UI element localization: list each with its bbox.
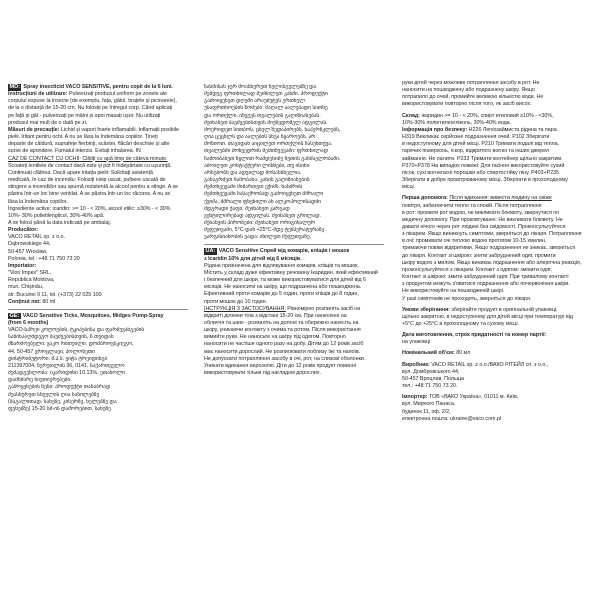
md-content-heading: Conținut net: (8, 298, 41, 305)
md-importer-heading: Importator: (8, 262, 37, 269)
md-producer-line: 50-457 Wrocław, (8, 248, 48, 255)
md-safety-heading: Măsuri de precauție: (8, 126, 60, 133)
ge-body-line: გამოყენების წესი: პროდუქტი თანაბრად (8, 384, 111, 391)
ua-hazard-line: місці. (402, 184, 416, 191)
ge-body-line: და ორთქლი. იწვევს თვალების გაღიზიანებას. (204, 112, 321, 119)
ua-first-aid-line: проконсультуйтеся з лікарем. Контакт з одягом: змінити одяг. (402, 266, 552, 273)
ua-instructions-line: Не допускати потрапляння засобу в очі, рот, на слизові оболонки. (204, 355, 366, 362)
md-safety-line: surse de aprindere. Fumatul interzis. Evitați inhalarea. ÎN (8, 148, 141, 155)
md-importer-line: Republica Moldova, (8, 277, 55, 284)
ge-body-line: ვენტილირებად ადგილას. შეინახეთ გრილად. (204, 212, 321, 219)
ua-intro-line: Ефективний проти комарів до 5 годин, проти кліщів до 8 годин, (204, 291, 359, 298)
ua-top-line: використовувати повторно після того, як засіб висох. (402, 101, 532, 108)
md-instructions-line: corpului expuse la insecte (de exemplu, fața, gâtul, brațele și picioarele), (8, 98, 177, 105)
md-safety-line: medicală. În caz de incendiu: Folosiți nisip uscat, pulbere uscată de (8, 177, 166, 184)
ge-body-line: დისტრიბუტორი: შ.პ.ს. ვიტა ტრეიდინგი (8, 355, 108, 362)
ua-instructions-line: Рівномірно розпиліть засіб на (287, 305, 361, 312)
ua-importer-heading: Імпортер: (402, 394, 428, 401)
ua-first-aid-line: Після вдихання: вивести людину на свіже (449, 195, 552, 202)
ge-section-continued (204, 84, 384, 241)
md-safety-line: lăsa la îndemâna copiilor. (8, 198, 68, 205)
ua-composition-line: 10%-30% поліетиленгліколь, 30%-40% вода. (402, 119, 512, 126)
ge-body-line: შეასხურეთ სხეულის ღია ნაწილებზე (8, 391, 100, 398)
md-safety-line: CAZ DE CONTACT CU OCHII: Clătiți cu apă timp de câteva minute. (8, 155, 168, 162)
ua-first-aid-line: давати нічого через рот людині без свідомості. Проконсультуйтеся (402, 223, 566, 230)
ge-body-line: გამოიყენეთ დღეში არაუმეტეს ერთხელ. (204, 98, 307, 105)
md-composition-line: A se folosi până la data indicată pe ambalaj. (8, 219, 111, 226)
md-producer-line: Dąbrowskiego 44, (8, 241, 51, 248)
ge-body-line: მდგრადი ქაფი. შეინახეთ კარგად (204, 205, 290, 212)
ua-storage-line: зберігайте продукт в оригінальній упаковці, (451, 306, 558, 313)
ge-body-line: ღია ცეცხლს და აალების სხვა წყაროებს. არ (204, 134, 316, 141)
ua-manufacturer-line: VACO RETAIL sp. z o.o./ВАКО РІТЕЙЛ сп. з о.о., (431, 361, 549, 368)
ua-storage-line: +5°C до +25°C в прохолодному та сухому місці. (402, 321, 519, 327)
md-safety-line: departe de căldură, suprafețe fierbinți, scântei, flăcări deschise și alte (8, 141, 170, 148)
ua-first-aid-line: з лікарем. Якщо виникнуть симптоми, зверніться до лікаря. Потрапляння (402, 231, 582, 238)
md-safety-line: păstra într-un loc bine ventilat. A se păstra într-un loc răcoros. A nu se (8, 191, 171, 198)
ua-intro-line: проти мошок до 10 годин. (204, 298, 267, 305)
ua-title: з Icaridin 10% для дітей від 6 місяців. (204, 255, 302, 262)
md-instructions-line: pe față și gât - pulverizați pe mâini și apoi masați ușor. Nu utilizați (8, 112, 161, 119)
md-lang-tag: MD: (9, 84, 20, 90)
ua-dates-heading: Дата виготовлення, строк придатності та номер партії: (402, 332, 547, 339)
ua-dates-value: на упаковці (402, 339, 431, 346)
md-importer-line: "Viori Impex" SRL, (8, 270, 52, 277)
ua-instructions-line: використовувати тільки під наглядом дорослих. (204, 370, 321, 377)
ua-volume-value: 80 мл (456, 350, 471, 357)
ua-composition-heading: Склад: (402, 112, 420, 119)
ua-intro-line: Рідина призначена для відлякування комарів, кліщів та мошок. (204, 262, 359, 269)
ge-body-line: განაგრძეთ ჩამობანა. კანის გაღიზიანების (204, 177, 310, 184)
ua-section (204, 248, 384, 377)
ua-intro-line: місяців. Не наносити на шкіру, що подразнена або пошкоджена. (204, 284, 362, 291)
ua-instructions-line: наносити не частіше одного разу на добу. Дітям до 12 років засіб (204, 341, 364, 348)
md-composition-line: 10%- 30% polietilenglicol, 30%-40% apă. (8, 212, 105, 219)
ua-intro-line: і безпечний для шкіри, та може використовуватися для дітей від 6 (204, 277, 366, 284)
section-divider (204, 244, 384, 245)
md-producer-line: Polonia, tel.: +48 71 750 73 20 (8, 255, 80, 262)
ua-hazard-line: в недоступному для дітей місці. P210 Тримати подалі від тепла, (402, 141, 559, 148)
md-safety-line: Continuați clătirea. Dacă apare iritația pielii: Solicitați asistență (8, 169, 153, 176)
md-safety-line: Scoateți lentilele de contact dacă este și pot fi îndepărtate cu ușurință. (8, 162, 172, 169)
ge-section (8, 313, 188, 413)
ge-title: VACO Sensitive Ticks, Mosquitoes, Midges Pump-Spray (22, 312, 164, 319)
ua-first-aid-line: тримаючи повіки відкритими. Якщо подразнення не зникає, зверніться (402, 245, 576, 252)
ua-top-line: потрапило до очей, промийте великою кількістю води. Не (402, 94, 544, 101)
md-content-value: 80 ml (42, 298, 56, 305)
ua-importer-line: будинок 11, оф. 2/2, (402, 408, 451, 415)
ua-instructions-line: шкіру, уникаючи контакту з очима та ротом. Після використання (204, 327, 361, 334)
ua-composition-line: ікаридин >= 10 - < 20%, спирт етиловий ≥10% - <30%, (421, 112, 554, 119)
ua-first-aid-line: до лікаря. Контакт зі шкірою: зняти забруднений одяг, промити (402, 252, 556, 259)
column-1 (8, 84, 188, 413)
ua-hazard-line: пісок, сухі вогнегасні порошки або спиртостійку піну. P403+P235 (402, 169, 559, 176)
ua-manufacturer-line: тел.: +48 71 750 73 20. (402, 383, 458, 390)
ge-title: (from 6 months) (8, 320, 49, 326)
ge-body-line: ქვიშა, მშრალი ფხვნილი ან ალკოჰოლისადმი (204, 198, 321, 205)
md-safety-line: Lichid și vapori foarte inflamabili. Inflamații posibile (60, 126, 179, 133)
ua-first-aid-line: з продуктом можуть з'явитися подразнення або почервоніння шкіри. (402, 281, 570, 288)
ua-top-line: руки дітей через можливе потрапляння засобу в рот. Не (402, 80, 540, 86)
md-section (8, 84, 188, 306)
ge-body-line: მწარმოებელი: ვაკო რითეილი, დომბროვსკიეგო, (8, 341, 134, 348)
ge-body-line: შემთხვევაში ჩასაქრობად გამოიყენეთ მშრალი (204, 191, 324, 198)
ge-body-line: საწინააღმდეგო ბავშვებისთვის, 6 თვიდან (8, 334, 114, 341)
ua-instructions-line: має наносити дорослий. Не розпилювати поблизу їжі та напоїв. (204, 348, 361, 355)
md-title: Spray insecticid VACO SENSITIVE, pentru copii de la 6 luni. (23, 84, 173, 90)
ua-lang-tag: UA: (205, 248, 216, 255)
md-instructions-heading: Instrucțiuni de utilizare: (8, 91, 68, 98)
md-instructions-line: produsul mai mult de o dată pe zi. (8, 119, 88, 126)
md-importer-line: str. Bucuriei 9 11, tel. (+373) 22 025 100 (8, 291, 102, 298)
ua-hazard-line: Зберігати в добре провітрюваному місці. Зберігати в прохолодному (402, 177, 568, 184)
ua-instructions-line: відкриті ділянки тіла з відстані 15-20 см. При нанесенні на (204, 312, 347, 319)
ge-body-line: მოერიდეთ სითბოს, ცხელ ზედაპირებს, ნაპერწკლებს, (204, 126, 341, 133)
ua-first-aid-line: медичну допомогу. При проковтуванні: Не викликати блювоту. Не (402, 216, 563, 223)
ua-instructions-line: обличчя та шию - розпиліть на долоні та обережно нанесіть на (204, 320, 359, 326)
ge-body-line: შემადგენლობა: იკარიდინი 10.13%, ეთანოლი (8, 370, 126, 377)
md-composition-line: Ingrediente active: icaridin: >= 10 - < 20%, alcool etilic: ≥30% - < 30% (8, 205, 171, 212)
ge-body-line: შეფუთვაში, 5°C-დან +25°C-მდე ტემპერატურაზე. (204, 227, 326, 234)
ge-body-line: (მაგალითად, სახეზე, კისერზე, ხელებზე და (8, 398, 117, 405)
ua-storage-line: щільно закритою, в недоступному для дітей місці при температурі від (402, 313, 573, 320)
ge-lang-tag: GE: (9, 312, 20, 319)
ge-body-line: შემდეგ ფრთხილად შეიზილეთ კანში. პროდუქტი (204, 91, 328, 98)
md-producer-line: VACO RETAIL sp. z o.o. (8, 234, 65, 241)
column-2 (204, 84, 384, 377)
md-instructions-line: Pulverizați produsul uniform pe zonele ale (68, 91, 167, 98)
ua-first-aid-line: в рот: промити рот водою, не викликати блювоту, звернутися по (402, 209, 560, 216)
ge-body-line: არსებობს და ადვილად მოსახსნელია. (204, 169, 302, 176)
ge-body-line: შენახვის პირობები: შეინახეთ ორიგინალურ (204, 219, 315, 226)
ge-body-line: მოწიოთ. თავიდან აიცილეთ ორთქლის ჩასუნთქვა. (204, 141, 333, 148)
ua-first-aid-line: Не використовуйте на пошкодженій шкірі. (402, 288, 505, 295)
md-safety-line: stingere a incendiilor sau spumă rezistentă la alcool pentru a stinge. A se (8, 184, 179, 191)
md-producer-heading: Producător: (8, 227, 38, 234)
ge-body-line: უსაფრთხოების ზომები: მაღალ აალებადი სითხე (204, 105, 328, 112)
ua-storage-heading: Умови зберігання: (402, 306, 450, 313)
ua-first-aid-line: шкіру водою з милом. Якщо виникає подразнення або алергічна реакція, (402, 259, 582, 266)
ua-manufacturer-heading: Виробник: (402, 361, 430, 368)
ua-manufacturer-line: вул. Домбровського 44, (402, 368, 460, 375)
ua-hazard-line: гарячих поверхонь, іскор, відкритого вогню та інших джерел (402, 148, 550, 155)
ge-body-line: ამოიღეთ კონტაქტური ლინზები, თუ ისინი (204, 162, 310, 169)
section-divider (8, 309, 188, 310)
ua-hazard-line: H319 Викликає серйозне подразнення очей. P102 Зберігати (402, 134, 550, 141)
ge-body-line: შემთხვევაში მიმართეთ ექიმს. ხანძრის (204, 184, 303, 191)
ua-hazard-line: P370+P378 На випадок пожежі: Для гасіння використовуйте сухий (402, 162, 565, 169)
ge-body-line: 44, 50-457 ვროცლავი, პოლონეთი (8, 348, 95, 355)
ge-body-line: წასმისას ჯერ მოასხურეთ ხელისგულებზე და (204, 84, 317, 90)
ua-title: VACO Sensitive Спрей від комарів, кліщів і мошок (218, 248, 350, 255)
ua-first-aid-line: в очі: промивати очі теплою водою протягом 10-15 хвилин, (402, 238, 547, 245)
ua-hazard-heading: Інформація про безпеку: (402, 126, 468, 133)
ua-hazard-line: H226 Легкозаймиста рідина та пара. (468, 126, 559, 133)
ge-body-line: დამხმარე ნივთიერებები. (8, 377, 72, 384)
ua-instructions-line: Уникати вдихання аерозолю. Діти до 12 років продукт повинні (204, 362, 356, 369)
ge-body-line: ფეხებზე) 15-20 სმ-ის დაშორებით. სახეზე (8, 405, 111, 412)
ua-instructions-line: вимийте руки. Не наносьте на шкіру під одягом. Повторно (204, 334, 346, 341)
ge-body-line: ჩამოიბანეთ წყლით რამდენიმე წუთის განმავლობაში. (204, 155, 341, 162)
ua-hazard-line: займання. Не палити. P233 Тримати контейнер щільно закритим. (402, 155, 563, 162)
ua-manufacturer-line: 50-457 Вроцлав, Польща (402, 375, 465, 382)
ge-body-line: შეინახეთ ბავშვებისთვის მიუწვდომელ ადგილას. (204, 119, 328, 126)
ge-body-line: ვარგისიანობის ვადა: იხილეთ შეფუთვაზე. (204, 234, 312, 241)
ge-body-line: VACO-სპრეი კოღოების, ტკიპებისა და ფარშევანგების (8, 327, 145, 334)
ge-body-line: 211397004, წერეთლის 36, 0141, საქართველო (8, 362, 125, 369)
ua-first-aid-line: Контакт зі шкірою: змити забруднений одяг. При тривалому контакті (402, 274, 569, 281)
ua-importer-line: вул. Мирного Панаса, (402, 401, 456, 408)
ua-intro-line: Містить у складі дуже ефективну речовину Ікаридин, який ефективний (204, 269, 378, 276)
ua-first-aid-line: У разі симптомів не проходять, зверніться до лікаря. (402, 295, 532, 302)
ua-importer-line: електронна пошта: ukraine@vaco.com.pl (402, 415, 502, 422)
ua-first-aid-heading: Перша допомога: (402, 195, 448, 202)
ua-importer-line: ТОВ «ВАКО Україна», 01011 м. Київ, (429, 394, 519, 401)
md-instructions-line: de la o distanță de 15-20 cm. Nu folosiți pe întregul corp. Când aplicați (8, 105, 173, 112)
ua-instructions-heading: ІНСТРУКЦІЯ З ЗАСТОСУВАННЯ: (204, 305, 286, 312)
md-safety-line: pielii. Iritant pentru ochi. A nu se lăsa la îndemâna copiilor. Țineți (8, 134, 158, 141)
ua-top-line: наносити на пошкоджену або подразнену шкіру. Якщо (402, 87, 535, 94)
ua-volume-label: Номінальний об'єм: (402, 350, 455, 357)
md-importer-line: mun. Chișinău, (8, 284, 44, 291)
column-3 (402, 80, 582, 423)
ua-first-aid-line: повітря, забезпечити тепло та спокій. Після потрапляння (402, 202, 542, 209)
ge-body-line: თვალებში მოხვედრის შემთხვევაში: ფრთხილად (204, 148, 328, 155)
